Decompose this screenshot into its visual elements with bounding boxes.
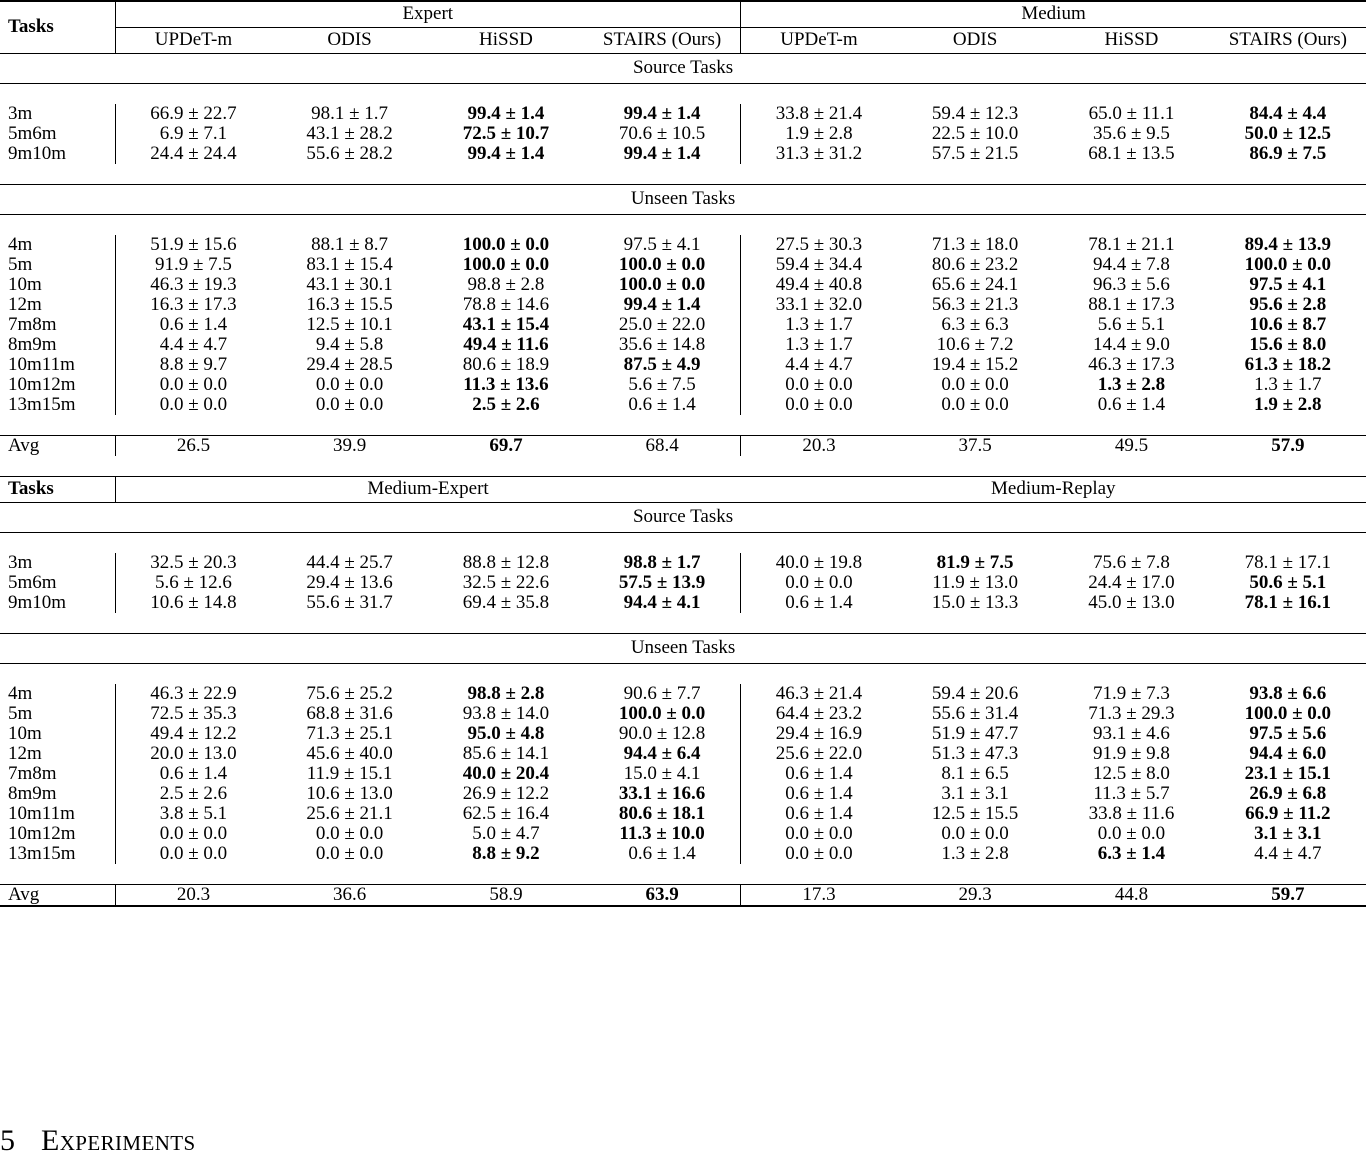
task-label: 10m12m xyxy=(8,373,76,395)
cell: 5.6 ± 5.1 xyxy=(1097,313,1166,335)
cell: 23.1 ± 15.1 xyxy=(1244,762,1332,784)
cell: 55.6 ± 28.2 xyxy=(306,142,393,164)
task-label: 8m9m xyxy=(8,333,57,355)
cell: 86.9 ± 7.5 xyxy=(1249,142,1327,164)
cell: 71.3 ± 29.3 xyxy=(1088,702,1175,724)
cell: 78.1 ± 17.1 xyxy=(1244,551,1332,573)
task-label: 5m6m xyxy=(8,571,57,593)
cell: 49.4 ± 12.2 xyxy=(115,724,271,744)
cell: 27.5 ± 30.3 xyxy=(741,235,897,255)
cell: 0.0 ± 0.0 xyxy=(741,573,897,593)
cell: 0.6 ± 1.4 xyxy=(741,784,897,804)
task-label: 10m xyxy=(8,722,42,744)
table-row xyxy=(0,124,1366,144)
group-header-medium-replay: Medium-Replay xyxy=(741,476,1366,502)
cell: 85.6 ± 14.1 xyxy=(462,742,550,764)
cell: 93.8 ± 6.6 xyxy=(1249,682,1327,704)
avg-cell: 69.7 xyxy=(428,435,584,456)
cell: 97.5 ± 5.6 xyxy=(1249,722,1327,744)
cell: 6.3 ± 1.4 xyxy=(1097,842,1166,864)
cell: 72.5 ± 35.3 xyxy=(115,704,271,724)
cell: 2.5 ± 2.6 xyxy=(115,784,271,804)
cell: 35.6 ± 9.5 xyxy=(1093,122,1170,144)
cell: 8.1 ± 6.5 xyxy=(941,762,1009,784)
cell: 32.5 ± 20.3 xyxy=(115,553,271,573)
cell: 90.0 ± 12.8 xyxy=(618,722,706,744)
task-label: 7m8m xyxy=(8,762,57,784)
task-label: 10m11m xyxy=(8,802,75,824)
cell: 0.0 ± 0.0 xyxy=(1097,822,1166,844)
cell: 61.3 ± 18.2 xyxy=(1244,353,1332,375)
cell: 0.6 ± 1.4 xyxy=(741,804,897,824)
cell: 0.0 ± 0.0 xyxy=(315,842,384,864)
cell: 65.6 ± 24.1 xyxy=(931,273,1019,295)
cell: 65.0 ± 11.1 xyxy=(1088,102,1175,124)
spacer-row xyxy=(0,456,1366,477)
cell: 26.9 ± 12.2 xyxy=(462,782,550,804)
cell: 97.5 ± 4.1 xyxy=(1249,273,1327,295)
task-label: 9m10m xyxy=(8,591,67,613)
table-top-group-header-row xyxy=(0,1,1366,27)
avg-cell: 17.3 xyxy=(741,884,897,906)
cell: 88.8 ± 12.8 xyxy=(462,551,550,573)
cell: 8.8 ± 9.2 xyxy=(472,842,540,864)
cell: 56.3 ± 21.3 xyxy=(931,293,1019,315)
table-row xyxy=(0,704,1366,724)
cell: 24.4 ± 24.4 xyxy=(115,144,271,164)
cell: 91.9 ± 7.5 xyxy=(115,255,271,275)
cell: 95.6 ± 2.8 xyxy=(1249,293,1327,315)
task-label: 10m11m xyxy=(8,353,75,375)
cell: 94.4 ± 4.1 xyxy=(623,591,701,613)
table-row xyxy=(0,744,1366,764)
cell: 0.6 ± 1.4 xyxy=(628,393,696,415)
cell: 35.6 ± 14.8 xyxy=(618,333,706,355)
cell: 43.1 ± 28.2 xyxy=(306,122,393,144)
cell: 10.6 ± 7.2 xyxy=(936,333,1014,355)
task-label: 3m xyxy=(8,551,33,573)
cell: 94.4 ± 6.4 xyxy=(623,742,701,764)
task-label: 5m xyxy=(8,253,33,275)
spacer-row xyxy=(0,415,1366,436)
cell: 64.4 ± 23.2 xyxy=(741,704,897,724)
cell: 93.1 ± 4.6 xyxy=(1093,722,1170,744)
cell: 1.3 ± 1.7 xyxy=(1254,373,1322,395)
avg-cell: 20.3 xyxy=(741,435,897,456)
cell: 0.0 ± 0.0 xyxy=(941,373,1009,395)
section-title: Experiments xyxy=(41,1124,196,1157)
cell: 3.1 ± 3.1 xyxy=(1254,822,1322,844)
avg-cell: 20.3 xyxy=(115,884,271,906)
section-header-unseen-tasks-top xyxy=(0,184,1366,214)
task-label: 4m xyxy=(8,682,33,704)
cell: 100.0 ± 0.0 xyxy=(462,253,550,275)
avg-cell: 39.9 xyxy=(271,435,427,456)
cell: 11.3 ± 5.7 xyxy=(1093,782,1170,804)
section-header-unseen-tasks-bottom xyxy=(0,633,1366,663)
cell: 1.3 ± 1.7 xyxy=(741,335,897,355)
cell: 29.4 ± 28.5 xyxy=(306,353,393,375)
cell: 0.0 ± 0.0 xyxy=(741,824,897,844)
cell: 95.0 ± 4.8 xyxy=(467,722,545,744)
spacer-row xyxy=(0,83,1366,104)
cell: 16.3 ± 17.3 xyxy=(115,295,271,315)
cell: 97.5 ± 4.1 xyxy=(623,233,701,255)
cell: 78.1 ± 21.1 xyxy=(1088,233,1175,255)
cell: 8.8 ± 9.7 xyxy=(115,355,271,375)
cell: 40.0 ± 20.4 xyxy=(462,762,550,784)
cell: 84.4 ± 4.4 xyxy=(1249,102,1327,124)
task-label: 13m15m xyxy=(8,842,76,864)
cell: 11.3 ± 13.6 xyxy=(463,373,549,395)
cell: 10.6 ± 14.8 xyxy=(115,593,271,613)
cell: 11.9 ± 15.1 xyxy=(306,762,393,784)
table-row xyxy=(0,315,1366,335)
cell: 88.1 ± 17.3 xyxy=(1088,293,1175,315)
cell: 99.4 ± 1.4 xyxy=(623,293,701,315)
cell: 68.8 ± 31.6 xyxy=(306,702,393,724)
cell: 89.4 ± 13.9 xyxy=(1244,233,1332,255)
cell: 98.1 ± 1.7 xyxy=(311,102,389,124)
cell: 46.3 ± 21.4 xyxy=(741,684,897,704)
group-header-medium-expert: Medium-Expert xyxy=(115,476,741,502)
spacer-row xyxy=(0,532,1366,553)
spacer-row xyxy=(0,214,1366,235)
cell: 59.4 ± 12.3 xyxy=(931,102,1019,124)
cell: 32.5 ± 22.6 xyxy=(462,571,550,593)
cell: 6.3 ± 6.3 xyxy=(941,313,1009,335)
table-row xyxy=(0,804,1366,824)
spacer-row xyxy=(0,164,1366,185)
task-label: 8m9m xyxy=(8,782,57,804)
cell: 0.0 ± 0.0 xyxy=(741,395,897,415)
spacer-row xyxy=(0,613,1366,634)
cell: 25.6 ± 21.1 xyxy=(306,802,393,824)
cell: 29.4 ± 13.6 xyxy=(306,571,393,593)
section-header-source-tasks-top xyxy=(0,53,1366,83)
cell: 43.1 ± 30.1 xyxy=(306,273,393,295)
section-header-source-tasks-bottom xyxy=(0,502,1366,532)
task-label: 4m xyxy=(8,233,33,255)
avg-label: Avg xyxy=(0,884,115,906)
table-row xyxy=(0,395,1366,415)
table-row xyxy=(0,553,1366,573)
cell: 0.0 ± 0.0 xyxy=(315,373,384,395)
cell: 99.4 ± 1.4 xyxy=(467,102,545,124)
cell: 99.4 ± 1.4 xyxy=(467,142,545,164)
section-heading xyxy=(0,1124,196,1158)
cell: 0.0 ± 0.0 xyxy=(115,395,271,415)
cell: 16.3 ± 15.5 xyxy=(306,293,393,315)
cell: 100.0 ± 0.0 xyxy=(1244,253,1332,275)
avg-cell: 59.7 xyxy=(1210,884,1366,906)
table-top-body xyxy=(0,1,1366,906)
group-header-expert: Expert xyxy=(115,1,741,27)
cell: 57.5 ± 13.9 xyxy=(618,571,706,593)
cell: 9.4 ± 5.8 xyxy=(315,333,384,355)
avg-cell: 44.8 xyxy=(1053,884,1209,906)
cell: 22.5 ± 10.0 xyxy=(931,122,1019,144)
cell: 62.5 ± 16.4 xyxy=(462,802,550,824)
cell: 6.9 ± 7.1 xyxy=(115,124,271,144)
task-label: 10m12m xyxy=(8,822,76,844)
cell: 59.4 ± 34.4 xyxy=(741,255,897,275)
cell: 87.5 ± 4.9 xyxy=(623,353,701,375)
cell: 45.0 ± 13.0 xyxy=(1088,591,1175,613)
cell: 83.1 ± 15.4 xyxy=(306,253,393,275)
avg-cell: 58.9 xyxy=(428,884,584,906)
cell: 4.4 ± 4.7 xyxy=(1254,842,1322,864)
cell: 100.0 ± 0.0 xyxy=(618,253,706,275)
cell: 51.9 ± 15.6 xyxy=(115,235,271,255)
table-row xyxy=(0,335,1366,355)
cell: 10.6 ± 8.7 xyxy=(1249,313,1327,335)
cell: 80.6 ± 23.2 xyxy=(931,253,1019,275)
cell: 50.6 ± 5.1 xyxy=(1249,571,1327,593)
cell: 14.4 ± 9.0 xyxy=(1093,333,1170,355)
cell: 0.6 ± 1.4 xyxy=(115,764,271,784)
table-top-method-header-row xyxy=(0,27,1366,53)
cell: 98.8 ± 1.7 xyxy=(623,551,701,573)
cell: 12.5 ± 15.5 xyxy=(931,802,1019,824)
cell: 99.4 ± 1.4 xyxy=(623,142,701,164)
cell: 100.0 ± 0.0 xyxy=(618,273,706,295)
cell: 0.6 ± 1.4 xyxy=(628,842,696,864)
cell: 4.4 ± 4.7 xyxy=(741,355,897,375)
cell: 0.0 ± 0.0 xyxy=(941,822,1009,844)
table-row xyxy=(0,144,1366,164)
cell: 43.1 ± 15.4 xyxy=(462,313,550,335)
cell: 81.9 ± 7.5 xyxy=(936,551,1014,573)
cell: 4.4 ± 4.7 xyxy=(115,335,271,355)
cell: 11.3 ± 10.0 xyxy=(619,822,705,844)
cell: 44.4 ± 25.7 xyxy=(306,551,393,573)
cell: 94.4 ± 7.8 xyxy=(1093,253,1170,275)
task-label: 10m xyxy=(8,273,42,295)
cell: 24.4 ± 17.0 xyxy=(1088,571,1175,593)
cell: 33.1 ± 16.6 xyxy=(618,782,706,804)
cell: 2.5 ± 2.6 xyxy=(472,393,540,415)
cell: 100.0 ± 0.0 xyxy=(1244,702,1332,724)
cell: 72.5 ± 10.7 xyxy=(462,122,550,144)
cell: 1.3 ± 2.8 xyxy=(941,842,1009,864)
section-number: 5 xyxy=(0,1124,15,1157)
cell: 12.5 ± 10.1 xyxy=(306,313,393,335)
cell: 25.0 ± 22.0 xyxy=(618,313,706,335)
cell: 78.8 ± 14.6 xyxy=(462,293,550,315)
table-row xyxy=(0,355,1366,375)
cell: 57.5 ± 21.5 xyxy=(931,142,1019,164)
cell: 3.8 ± 5.1 xyxy=(115,804,271,824)
cell: 25.6 ± 22.0 xyxy=(741,744,897,764)
cell: 100.0 ± 0.0 xyxy=(462,233,550,255)
cell: 5.6 ± 7.5 xyxy=(628,373,696,395)
method-header-stairs-medium: STAIRS (Ours) xyxy=(1228,29,1347,50)
avg-cell: 68.4 xyxy=(584,435,740,456)
cell: 59.4 ± 20.6 xyxy=(931,682,1019,704)
cell: 75.6 ± 7.8 xyxy=(1093,551,1170,573)
cell: 49.4 ± 40.8 xyxy=(741,275,897,295)
cell: 69.4 ± 35.8 xyxy=(462,591,550,613)
method-header-odis-medium: ODIS xyxy=(952,29,998,50)
cell: 0.0 ± 0.0 xyxy=(315,393,384,415)
cell: 49.4 ± 11.6 xyxy=(463,333,549,355)
cell: 40.0 ± 19.8 xyxy=(741,553,897,573)
cell: 51.3 ± 47.3 xyxy=(931,742,1019,764)
avg-cell: 29.3 xyxy=(897,884,1053,906)
task-label: 9m10m xyxy=(8,142,67,164)
cell: 1.3 ± 1.7 xyxy=(741,315,897,335)
cell: 94.4 ± 6.0 xyxy=(1249,742,1327,764)
section-title-unseen-tasks-top: Unseen Tasks xyxy=(0,184,1366,214)
method-header-updet-m-medium: UPDeT-m xyxy=(741,27,897,53)
avg-cell: 37.5 xyxy=(897,435,1053,456)
cell: 0.0 ± 0.0 xyxy=(115,844,271,864)
table-row xyxy=(0,255,1366,275)
cell: 51.9 ± 47.7 xyxy=(931,722,1019,744)
avg-cell: 57.9 xyxy=(1210,435,1366,456)
avg-cell: 49.5 xyxy=(1053,435,1209,456)
cell: 0.6 ± 1.4 xyxy=(741,764,897,784)
cell: 91.9 ± 9.8 xyxy=(1093,742,1170,764)
table-row xyxy=(0,295,1366,315)
row-header-label-top: Tasks xyxy=(0,1,115,53)
cell: 66.9 ± 11.2 xyxy=(1245,802,1331,824)
cell: 50.0 ± 12.5 xyxy=(1244,122,1332,144)
section-title-source-tasks-top: Source Tasks xyxy=(0,53,1366,83)
cell: 0.0 ± 0.0 xyxy=(941,393,1009,415)
cell: 80.6 ± 18.1 xyxy=(618,802,706,824)
cell: 66.9 ± 22.7 xyxy=(115,104,271,124)
method-header-stairs-expert: STAIRS (Ours) xyxy=(602,29,722,50)
task-label: 7m8m xyxy=(8,313,57,335)
cell: 96.3 ± 5.6 xyxy=(1093,273,1170,295)
task-label: 3m xyxy=(8,102,33,124)
cell: 68.1 ± 13.5 xyxy=(1088,142,1175,164)
table-row xyxy=(0,593,1366,613)
cell: 33.1 ± 32.0 xyxy=(741,295,897,315)
cell: 99.4 ± 1.4 xyxy=(623,102,701,124)
table-row xyxy=(0,784,1366,804)
cell: 46.3 ± 17.3 xyxy=(1088,353,1175,375)
table-row xyxy=(0,844,1366,864)
cell: 80.6 ± 18.9 xyxy=(462,353,550,375)
cell: 0.0 ± 0.0 xyxy=(315,822,384,844)
cell: 0.0 ± 0.0 xyxy=(741,844,897,864)
cell: 0.0 ± 0.0 xyxy=(741,375,897,395)
cell: 45.6 ± 40.0 xyxy=(306,742,393,764)
avg-cell: 63.9 xyxy=(584,884,740,906)
task-label: 5m xyxy=(8,702,33,724)
cell: 31.3 ± 31.2 xyxy=(741,144,897,164)
cell: 12.5 ± 8.0 xyxy=(1093,762,1170,784)
avg-cell: 26.5 xyxy=(115,435,271,456)
cell: 20.0 ± 13.0 xyxy=(115,744,271,764)
cell: 100.0 ± 0.0 xyxy=(618,702,706,724)
cell: 88.1 ± 8.7 xyxy=(311,233,389,255)
method-header-updet-m-expert: UPDeT-m xyxy=(115,27,271,53)
task-label: 12m xyxy=(8,742,42,764)
avg-label: Avg xyxy=(0,435,115,456)
cell: 71.9 ± 7.3 xyxy=(1093,682,1170,704)
cell: 0.0 ± 0.0 xyxy=(115,375,271,395)
cell: 0.6 ± 1.4 xyxy=(115,315,271,335)
spacer-row xyxy=(0,663,1366,684)
method-header-hissd-medium: HiSSD xyxy=(1104,29,1159,50)
cell: 11.9 ± 13.0 xyxy=(932,571,1018,593)
cell: 33.8 ± 11.6 xyxy=(1088,802,1175,824)
table-row xyxy=(0,104,1366,124)
cell: 5.6 ± 12.6 xyxy=(115,573,271,593)
cell: 1.3 ± 2.8 xyxy=(1097,373,1166,395)
cell: 98.8 ± 2.8 xyxy=(467,682,545,704)
table-bottom-group-header-row xyxy=(0,476,1366,502)
cell: 10.6 ± 13.0 xyxy=(306,782,393,804)
table-row xyxy=(0,764,1366,784)
cell: 33.8 ± 21.4 xyxy=(741,104,897,124)
cell: 0.6 ± 1.4 xyxy=(741,593,897,613)
cell: 55.6 ± 31.4 xyxy=(931,702,1019,724)
table-row xyxy=(0,573,1366,593)
cell: 15.0 ± 13.3 xyxy=(931,591,1019,613)
cell: 98.8 ± 2.8 xyxy=(467,273,545,295)
cell: 55.6 ± 31.7 xyxy=(306,591,393,613)
cell: 3.1 ± 3.1 xyxy=(941,782,1009,804)
method-header-hissd-expert: HiSSD xyxy=(479,29,533,50)
avg-row-top xyxy=(0,435,1366,456)
table-row xyxy=(0,375,1366,395)
cell: 71.3 ± 18.0 xyxy=(931,233,1019,255)
task-label: 5m6m xyxy=(8,122,57,144)
cell: 46.3 ± 19.3 xyxy=(115,275,271,295)
task-label: 13m15m xyxy=(8,393,76,415)
task-label: 12m xyxy=(8,293,42,315)
cell: 90.6 ± 7.7 xyxy=(623,682,701,704)
cell: 75.6 ± 25.2 xyxy=(306,682,393,704)
cell: 46.3 ± 22.9 xyxy=(115,684,271,704)
table-row xyxy=(0,824,1366,844)
cell: 0.0 ± 0.0 xyxy=(115,824,271,844)
cell: 29.4 ± 16.9 xyxy=(741,724,897,744)
group-header-medium: Medium xyxy=(741,1,1366,27)
cell: 71.3 ± 25.1 xyxy=(306,722,393,744)
row-header-label-bottom: Tasks xyxy=(0,476,115,502)
avg-row-bottom xyxy=(0,884,1366,906)
cell: 70.6 ± 10.5 xyxy=(618,122,706,144)
spacer-row xyxy=(0,864,1366,885)
avg-cell: 36.6 xyxy=(271,884,427,906)
cell: 19.4 ± 15.2 xyxy=(931,353,1019,375)
table-row xyxy=(0,275,1366,295)
table-row xyxy=(0,235,1366,255)
cell: 93.8 ± 14.0 xyxy=(462,702,550,724)
cell: 15.0 ± 4.1 xyxy=(623,762,701,784)
cell: 26.9 ± 6.8 xyxy=(1249,782,1327,804)
table-row xyxy=(0,724,1366,744)
cell: 0.6 ± 1.4 xyxy=(1097,393,1166,415)
method-header-odis-expert: ODIS xyxy=(327,29,372,50)
section-title-source-tasks-bottom: Source Tasks xyxy=(0,502,1366,532)
table-row xyxy=(0,684,1366,704)
cell: 1.9 ± 2.8 xyxy=(1254,393,1322,415)
cell: 78.1 ± 16.1 xyxy=(1244,591,1332,613)
section-title-unseen-tasks-bottom: Unseen Tasks xyxy=(0,633,1366,663)
cell: 1.9 ± 2.8 xyxy=(741,124,897,144)
cell: 5.0 ± 4.7 xyxy=(472,822,540,844)
cell: 15.6 ± 8.0 xyxy=(1249,333,1327,355)
